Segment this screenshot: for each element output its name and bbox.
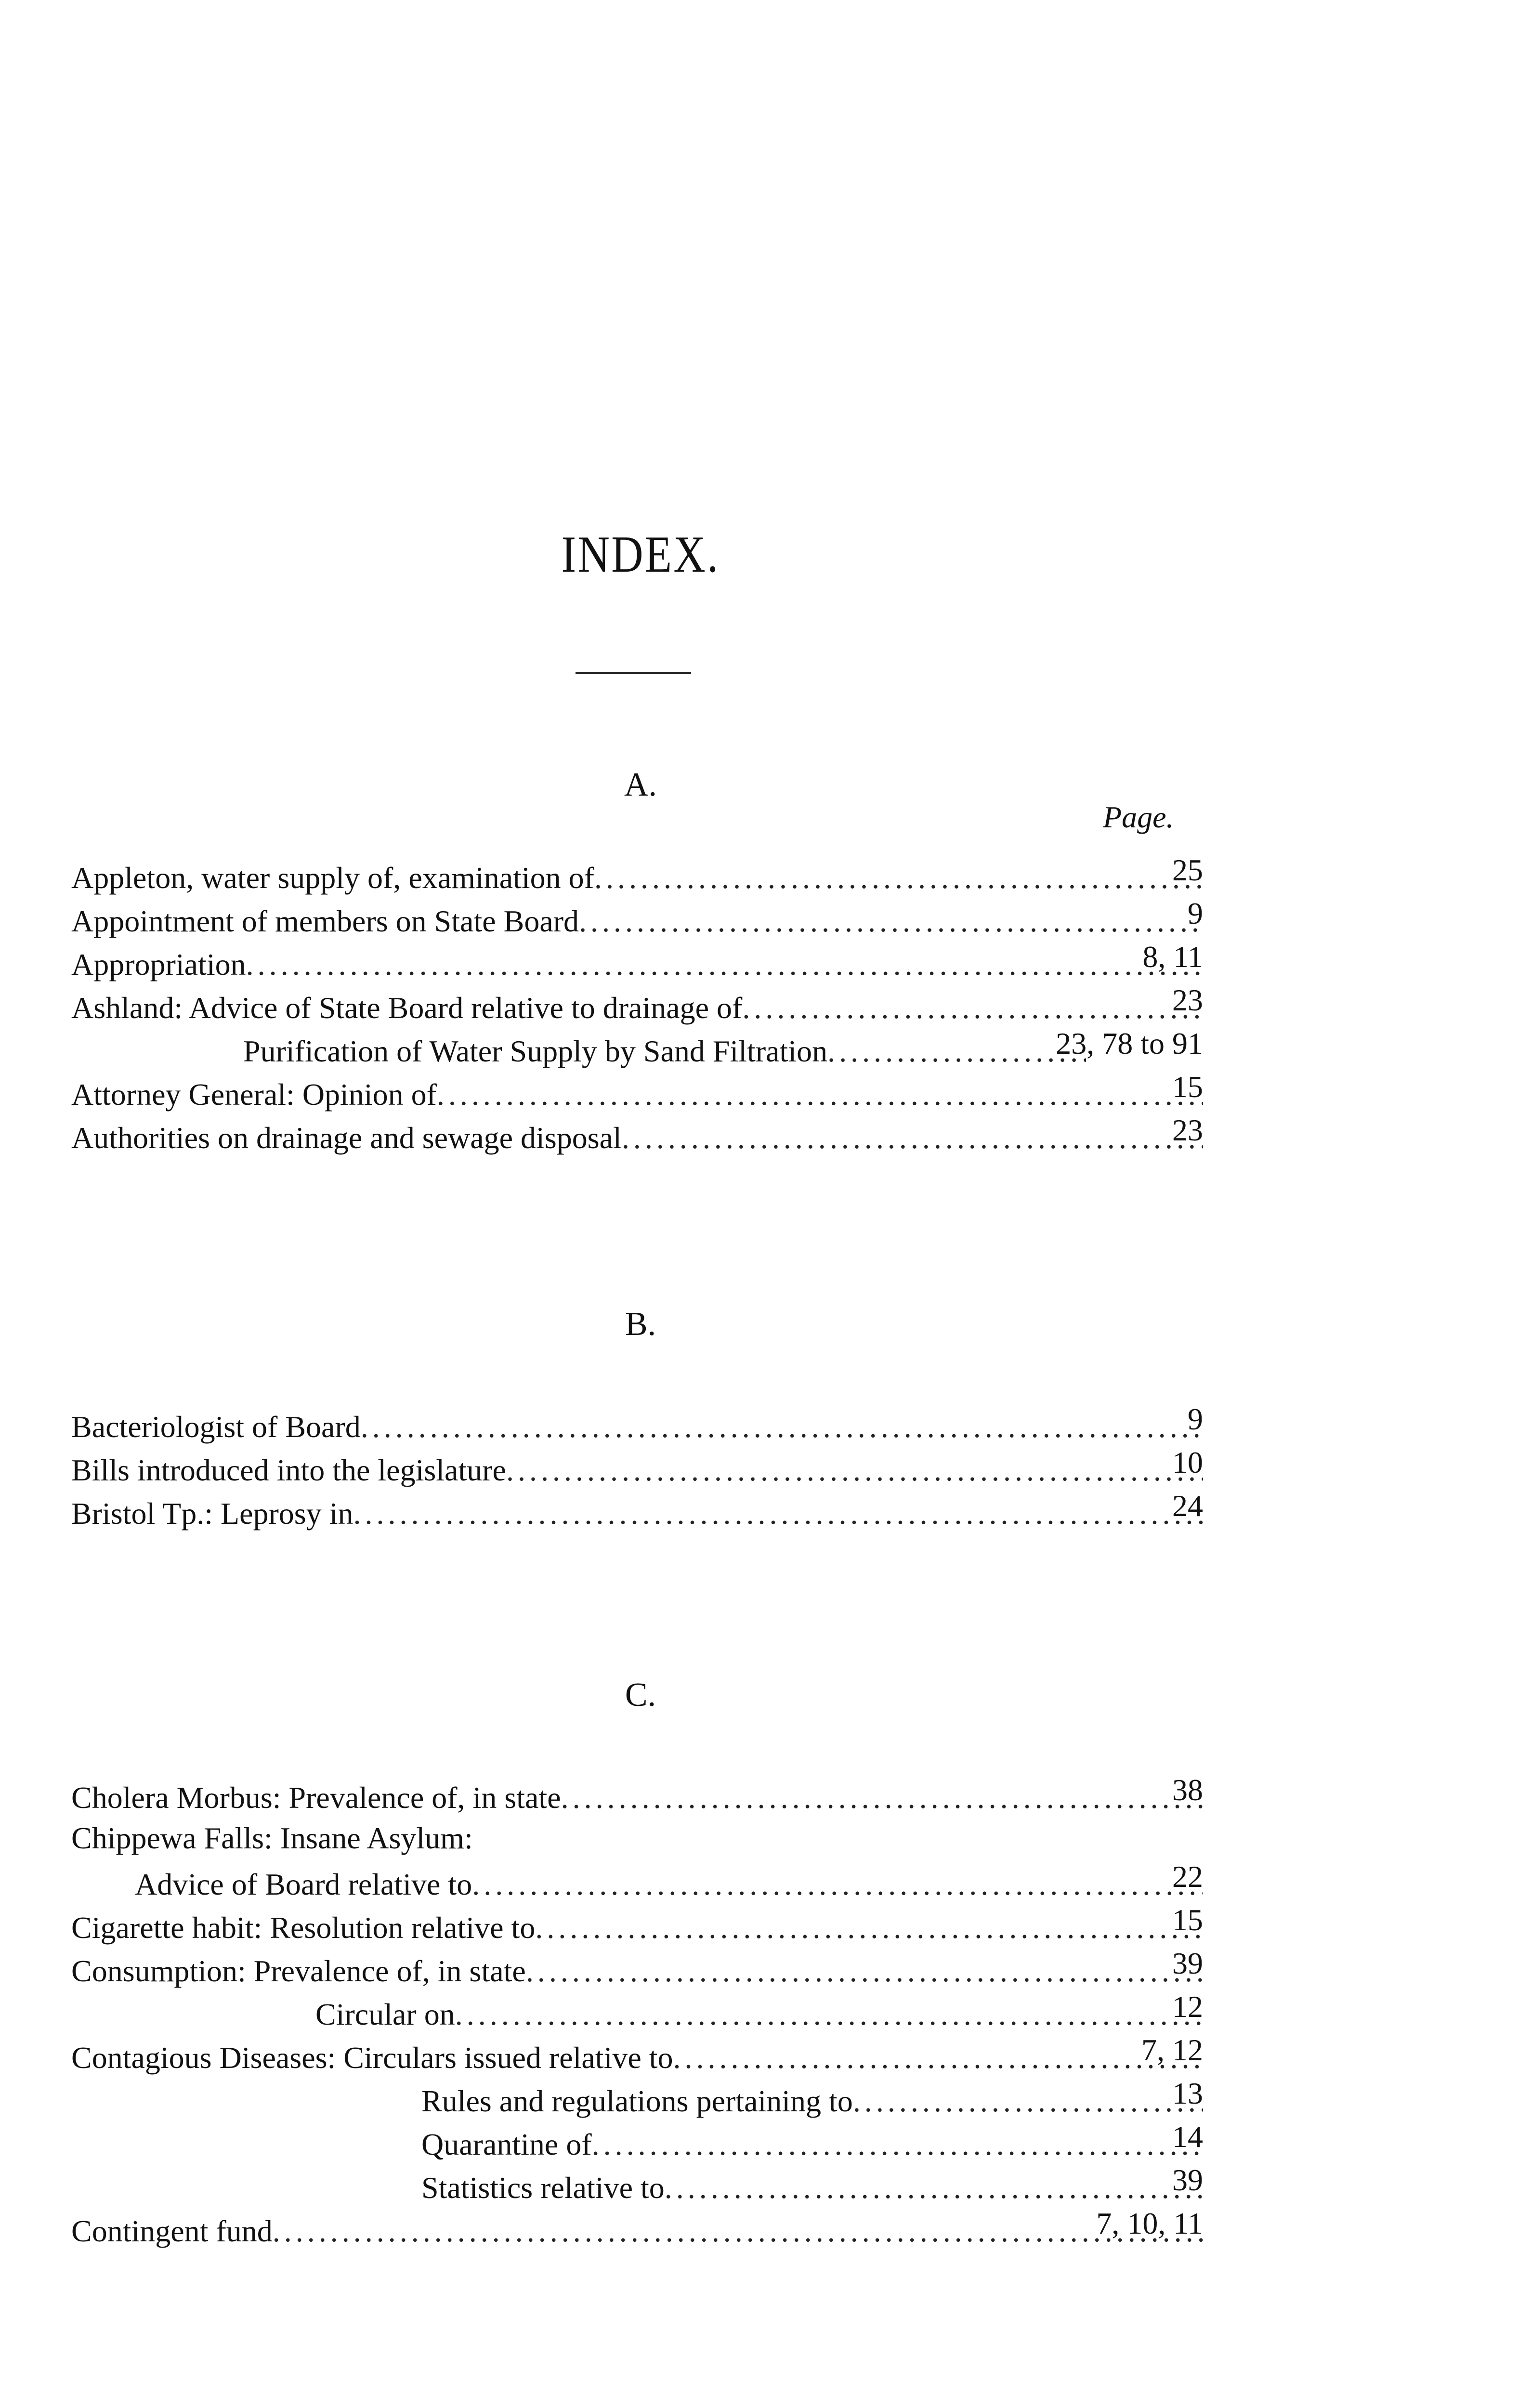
- entry-page: 23, 78 to 91: [1056, 1026, 1203, 1060]
- leader-dots: [526, 1953, 1203, 1989]
- index-entry: [71, 2032, 1203, 2076]
- entry-page: 9: [1188, 1402, 1203, 1436]
- entry-page: 9: [1188, 896, 1203, 930]
- leader-dots: [246, 947, 1203, 982]
- entry-page: 15: [1172, 1903, 1203, 1937]
- index-subentry: [421, 2162, 1203, 2206]
- section-letter-b: B.: [625, 1306, 656, 1343]
- entry-text: Rules and regulations pertaining to: [421, 2084, 853, 2118]
- entry-page: 24: [1172, 1489, 1203, 1523]
- entry-text: Appointment of members on State Board: [71, 904, 579, 938]
- leader-dots: [592, 2127, 1203, 2162]
- entry-text: Cholera Morbus: Prevalence of, in state: [71, 1780, 561, 1815]
- entry-text: Contingent fund: [71, 2214, 273, 2248]
- index-subentry: [243, 1026, 1086, 1069]
- entry-page: 13: [1172, 2076, 1203, 2110]
- index-entry: [71, 896, 1203, 939]
- index-entry: [71, 1772, 1203, 1816]
- index-subentry: [315, 1989, 1203, 2032]
- entry-page: 15: [1172, 1070, 1203, 1104]
- entry-text: Quarantine of: [421, 2127, 592, 2161]
- leader-dots: [506, 1453, 1203, 1488]
- index-entry: [71, 982, 1203, 1026]
- leader-dots: [673, 2040, 1203, 2076]
- entry-page: 7, 10, 11: [1096, 2206, 1203, 2240]
- entry-text: Consumption: Prevalence of, in state: [71, 1954, 526, 1988]
- index-entry: [71, 1488, 1203, 1531]
- entry-page: 14: [1172, 2120, 1203, 2154]
- page-title: INDEX.: [561, 526, 720, 583]
- entry-text: Appropriation: [71, 947, 246, 982]
- index-entry: [71, 1401, 1203, 1445]
- entry-text: Circular on: [315, 1997, 455, 2031]
- index-entry: [71, 1112, 1203, 1156]
- entry-page: 39: [1172, 1946, 1203, 1980]
- leader-dots: [353, 1496, 1203, 1531]
- entry-page: 10: [1172, 1445, 1203, 1479]
- index-entry: [71, 1946, 1203, 1989]
- index-entry: [71, 2206, 1203, 2249]
- leader-dots: [437, 1077, 1203, 1112]
- entry-page: 22: [1172, 1859, 1203, 1894]
- entry-text: Appleton, water supply of, examination of: [71, 861, 594, 895]
- leader-dots: [827, 1034, 1086, 1069]
- index-entry: [71, 1069, 1203, 1112]
- entry-page: 38: [1172, 1773, 1203, 1807]
- leader-dots: [535, 1910, 1203, 1946]
- leader-dots: [472, 1867, 1203, 1902]
- index-subentry: [421, 2076, 1203, 2119]
- leader-dots: [665, 2170, 1203, 2206]
- entry-text: Bills introduced into the legislature: [71, 1453, 506, 1487]
- entry-page: 25: [1172, 853, 1203, 887]
- entry-text: Ashland: Advice of State Board relative to drainage of: [71, 991, 743, 1025]
- entry-page: 8, 11: [1142, 940, 1203, 974]
- index-entry-heading: Chippewa Falls: Insane Asylum:: [71, 1821, 473, 1855]
- entry-text: Advice of Board relative to: [135, 1867, 472, 1901]
- index-entry: [71, 1445, 1203, 1488]
- entry-page: 39: [1172, 2163, 1203, 2197]
- index-subentry: [135, 1859, 1203, 1902]
- leader-dots: [561, 1780, 1203, 1816]
- entry-text: Statistics relative to: [421, 2171, 665, 2205]
- entry-text: Authorities on drainage and sewage disposal: [71, 1121, 622, 1155]
- entry-text: Attorney General: Opinion of: [71, 1077, 437, 1112]
- section-letter-c: C.: [625, 1676, 656, 1714]
- leader-dots: [579, 903, 1203, 939]
- leader-dots: [594, 860, 1203, 896]
- title-divider: [576, 672, 691, 674]
- section-letter-a: A.: [624, 766, 657, 803]
- leader-dots: [273, 2213, 1203, 2249]
- page-column-heading: Page.: [1103, 800, 1174, 834]
- entry-text: Bristol Tp.: Leprosy in: [71, 1496, 353, 1531]
- entry-page: 12: [1172, 1989, 1203, 2024]
- entry-page: 7, 12: [1141, 2033, 1203, 2067]
- index-entry: [71, 852, 1203, 896]
- entry-text: Purification of Water Supply by Sand Filtration: [243, 1034, 828, 1068]
- leader-dots: [361, 1409, 1203, 1445]
- entry-text: Contagious Diseases: Circulars issued relative to: [71, 2041, 673, 2075]
- leader-dots: [853, 2083, 1203, 2119]
- leader-dots: [742, 990, 1203, 1026]
- entry-page: 23: [1172, 983, 1203, 1017]
- index-subentry: [421, 2119, 1203, 2162]
- entry-page: 23: [1172, 1113, 1203, 1147]
- leader-dots: [622, 1120, 1203, 1156]
- leader-dots: [455, 1997, 1203, 2032]
- entry-text: Bacteriologist of Board: [71, 1410, 361, 1444]
- entry-text: Cigarette habit: Resolution relative to: [71, 1911, 536, 1945]
- index-entry: [71, 939, 1203, 982]
- index-entry: [71, 1902, 1203, 1946]
